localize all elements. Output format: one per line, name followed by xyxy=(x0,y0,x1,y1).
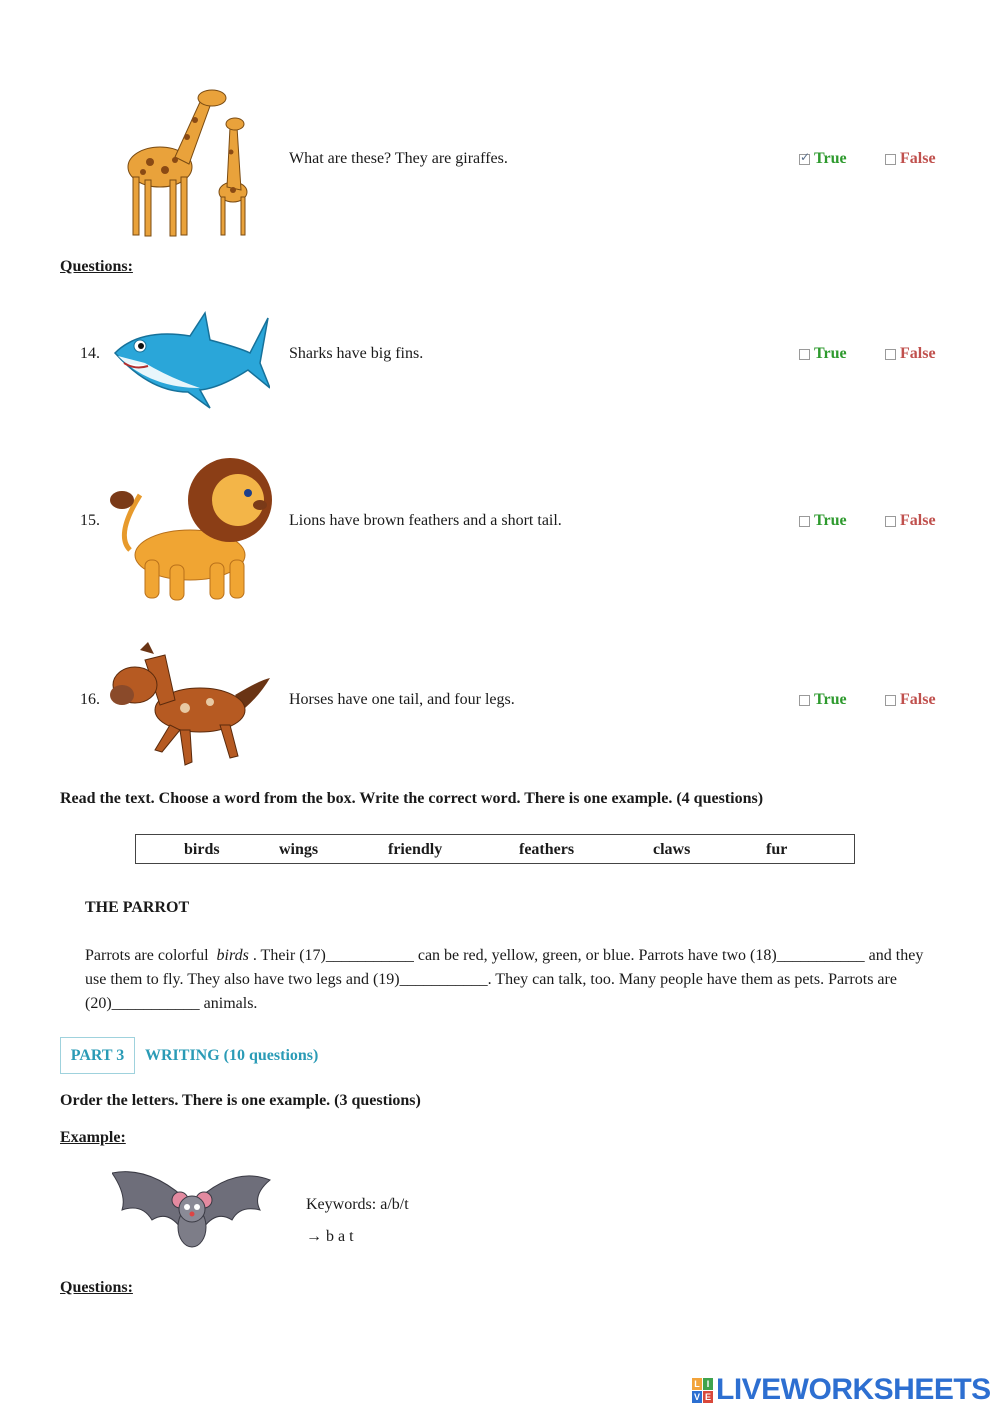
order-instruction: Order the letters. There is one example. (3 questions) xyxy=(60,1092,421,1109)
word-box-item: friendly xyxy=(388,841,443,858)
example-sentence: What are these? They are giraffes. xyxy=(289,150,508,167)
checkbox-icon[interactable] xyxy=(799,695,810,706)
word-box-item: fur xyxy=(766,841,788,858)
example-heading: Example: xyxy=(60,1129,126,1146)
example-answer: birds xyxy=(216,947,249,964)
question-sentence: Lions have brown feathers and a short tail. xyxy=(289,512,562,529)
false-label: False xyxy=(900,345,936,362)
question-number: 14. xyxy=(80,345,100,362)
q14-false-option[interactable] xyxy=(885,345,936,363)
checkbox-icon[interactable] xyxy=(885,349,896,360)
checked-checkbox-icon[interactable] xyxy=(799,154,810,165)
reading-instruction: Read the text. Choose a word from the box. Write the correct word. There is one example. (4 questions) xyxy=(60,790,764,807)
word-box-item: claws xyxy=(653,841,691,858)
false-label: False xyxy=(900,512,936,529)
false-label: False xyxy=(900,691,936,708)
bat-image xyxy=(112,1165,272,1260)
checkbox-icon[interactable] xyxy=(885,154,896,165)
questions-heading-2: Questions: xyxy=(60,1279,133,1296)
reading-title: THE PARROT xyxy=(85,899,190,916)
logo-grid-letter: L xyxy=(692,1378,702,1390)
part-title: WRITING (10 questions) xyxy=(145,1047,319,1064)
horse-image xyxy=(110,640,275,770)
word-box-item: wings xyxy=(279,841,319,858)
true-label: True xyxy=(814,345,847,362)
logo-grid-icon xyxy=(692,1378,713,1403)
keywords-text: Keywords: a/b/t xyxy=(306,1196,409,1213)
lion-image xyxy=(110,455,275,607)
checkbox-icon[interactable] xyxy=(799,349,810,360)
question-number: 15. xyxy=(80,512,100,529)
checkbox-icon[interactable] xyxy=(885,516,896,527)
word-box xyxy=(135,834,855,864)
word-box-item: birds xyxy=(184,841,220,858)
liveworksheets-logo xyxy=(692,1374,991,1406)
q15-false-option[interactable] xyxy=(885,512,936,530)
giraffe-image xyxy=(115,82,260,242)
false-label: False xyxy=(900,150,936,167)
logo-text: LIVEWORKSHEETS xyxy=(716,1373,991,1406)
checkbox-icon[interactable] xyxy=(885,695,896,706)
paragraph-text: . Their (17)___________ can be red, yellow, green, or blue. Parrots have two (18)___________ and they use them to fly. They also have two legs and (19)___________. They can talk, too. Many people have them as pets. Parrots are (20)___________ animals. xyxy=(85,947,924,1012)
word-box-item: feathers xyxy=(519,841,575,858)
q14-true-option[interactable] xyxy=(799,345,847,363)
example-false-option[interactable] xyxy=(885,150,936,168)
example-answer-text: → b a t xyxy=(306,1228,354,1245)
checkbox-icon[interactable] xyxy=(799,516,810,527)
logo-grid-letter: I xyxy=(703,1378,713,1390)
question-sentence: Sharks have big fins. xyxy=(289,345,424,362)
true-label: True xyxy=(814,691,847,708)
logo-grid-letter: E xyxy=(704,1391,711,1402)
q16-true-option[interactable] xyxy=(799,691,847,709)
question-number: 16. xyxy=(80,691,100,708)
paragraph-text: Parrots are colorful xyxy=(85,947,209,964)
shark-image xyxy=(110,308,270,410)
part-label: PART 3 xyxy=(60,1037,135,1074)
logo-grid-letter: V xyxy=(693,1391,700,1402)
question-sentence: Horses have one tail, and four legs. xyxy=(289,691,515,708)
true-label: True xyxy=(814,512,847,529)
questions-heading: Questions: xyxy=(60,258,133,275)
true-label: True xyxy=(814,150,847,167)
reading-paragraph xyxy=(85,944,945,1016)
q15-true-option[interactable] xyxy=(799,512,847,530)
example-true-option[interactable] xyxy=(799,150,847,168)
q16-false-option[interactable] xyxy=(885,691,936,709)
